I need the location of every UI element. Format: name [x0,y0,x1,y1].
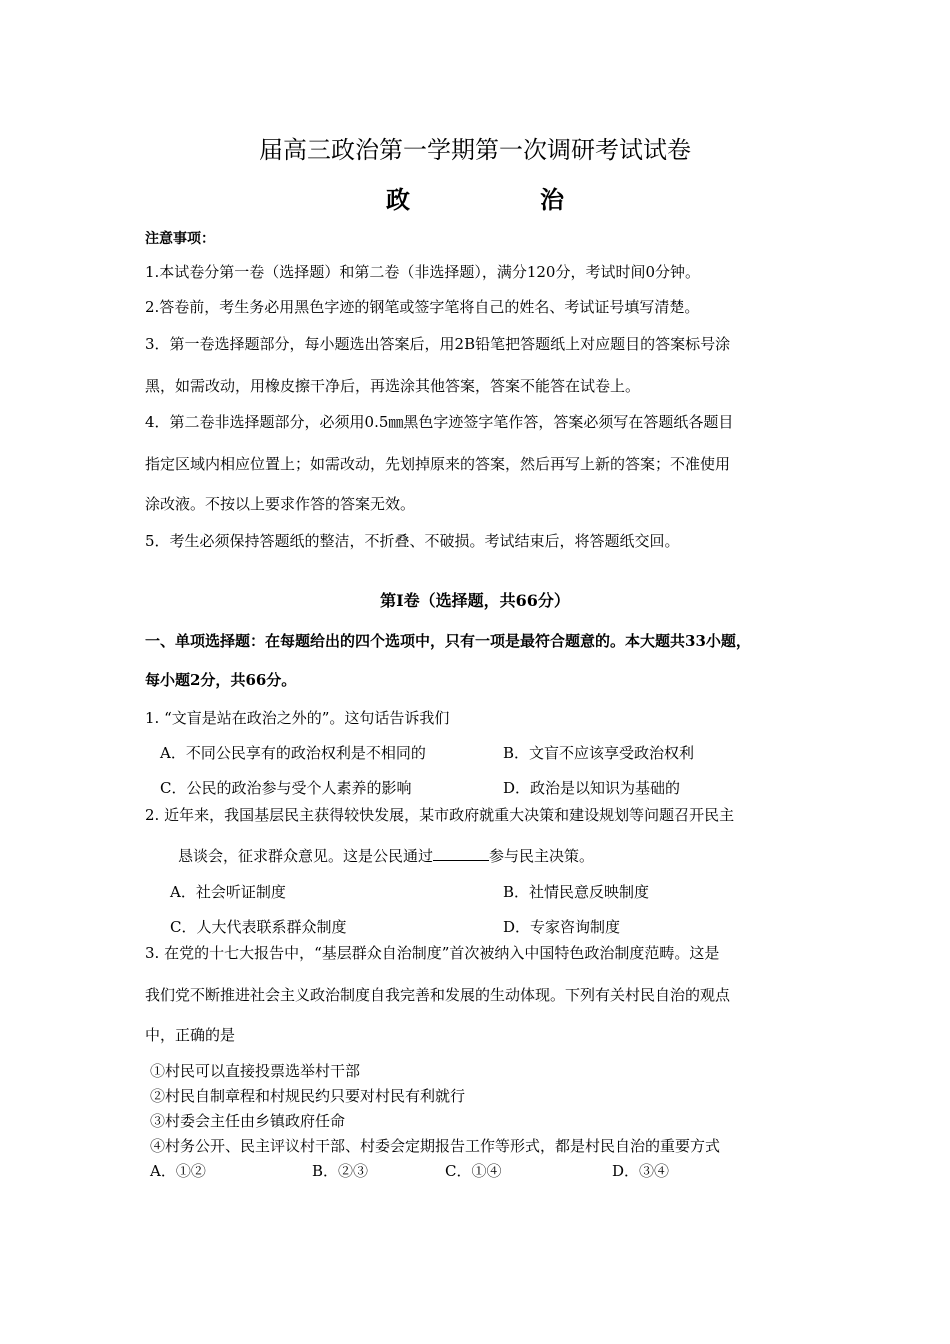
exam-title: 届高三政治第一学期第一次调研考试试卷 [259,136,691,164]
option-c: C．①④ [445,1162,502,1180]
option-b: B．②③ [312,1162,369,1180]
subject-char-left: 政 [386,185,410,214]
statement-item: ③村委会主任由乡镇政府任命 [150,1112,346,1130]
option-d: D．政治是以知识为基础的 [503,779,681,797]
option-b: B．社情民意反映制度 [503,883,650,901]
statement-item: ④村务公开、民主评议村干部、村委会定期报告工作等形式，都是村民自治的重要方式 [150,1137,721,1155]
notice-heading: 注意事项： [145,231,215,247]
notice-line: 4．第二卷非选择题部分，必须用0.5㎜黑色字迹签字笔作答，答案必须写在答题纸各题目 [145,413,734,431]
notice-line: 涂改液。不按以上要求作答的答案无效。 [145,495,416,513]
section-instruction: 每小题2分，共66分。 [145,671,297,689]
question-stem-text: 恳谈会，征求群众意见。这是公民通过 [178,847,434,865]
question-stem: 中，正确的是 [145,1026,236,1044]
notice-line: 2.答卷前，考生务必用黑色字迹的钢笔或签字笔将自己的姓名、考试证号填写清楚。 [145,298,700,316]
subject-char-right: 治 [540,185,564,214]
notice-line: 黑，如需改动，用橡皮擦干净后，再选涂其他答案，答案不能答在试卷上。 [145,377,641,395]
option-b: B．文盲不应该享受政治权利 [503,744,695,762]
option-c: C．人大代表联系群众制度 [170,918,347,936]
notice-line: 指定区域内相应位置上；如需改动，先划掉原来的答案，然后再写上新的答案；不准使用 [145,455,731,473]
question-stem: 2. 近年来，我国基层民主获得较快发展，某市政府就重大决策和建设规划等问题召开民主 [145,806,735,824]
answer-blank [433,846,489,861]
notice-line: 5．考生必须保持答题纸的整洁，不折叠、不破损。考试结束后，将答题纸交回。 [145,532,680,550]
option-d: D．③④ [612,1162,670,1180]
question-stem-continued [178,846,594,866]
question-stem: 3. 在党的十七大报告中，“基层群众自治制度”首次被纳入中国特色政治制度范畴。这是 [145,944,720,962]
option-a: A．不同公民享有的政治权利是不相同的 [160,744,426,762]
notice-line: 3．第一卷选择题部分，每小题选出答案后，用2B铅笔把答题纸上对应题目的答案标号涂 [145,335,731,353]
option-d: D．专家咨询制度 [503,918,621,936]
option-a: A．①② [150,1162,206,1180]
notice-line: 1.本试卷分第一卷（选择题）和第二卷（非选择题），满分120分，考试时间0分钟。 [145,263,700,281]
statement-item: ①村民可以直接投票选举村干部 [150,1062,361,1080]
question-stem: 1. “文盲是站在政治之外的”。这句话告诉我们 [145,709,450,727]
question-stem-text: 参与民主决策。 [489,847,595,865]
section-title: 第Ⅰ卷（选择题，共66分） [380,591,570,610]
option-a: A．社会听证制度 [170,883,286,901]
section-instruction: 一、单项选择题：在每题给出的四个选项中，只有一项是最符合题意的。本大题共33小题， [145,632,751,650]
statement-item: ②村民自制章程和村规民约只要对村民有利就行 [150,1087,466,1105]
option-c: C．公民的政治参与受个人素养的影响 [160,779,412,797]
question-stem: 我们党不断推进社会主义政治制度自我完善和发展的生动体现。下列有关村民自治的观点 [145,986,731,1004]
